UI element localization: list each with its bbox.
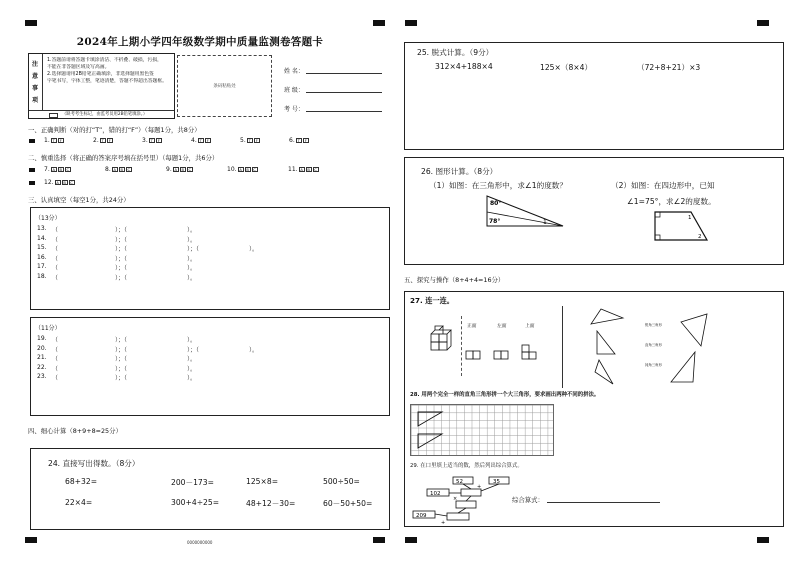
answer-blank[interactable]: ）；（	[115, 375, 128, 382]
q29-number: 35	[493, 479, 500, 485]
q28-title: 28. 用两个完全一样的直角三角形拼一个大三角形，要求画出两种不同的拼法。	[410, 392, 600, 398]
q27-cube-model	[427, 322, 453, 352]
timing-mark	[373, 537, 385, 543]
answer-option-bubble[interactable]: C	[127, 168, 130, 172]
notice-box	[28, 53, 175, 119]
calc-item: 22×4=	[65, 498, 93, 507]
q29-title: 29. 在口里填上适当的数，然后列出综合算式。	[410, 463, 523, 469]
view-front: 正面	[467, 324, 477, 329]
question-number: 11.	[288, 166, 298, 173]
answer-blank[interactable]: ）；（	[115, 255, 128, 263]
section1-title: 一、正确判断（对的打“T”，错的打“F”）（每题1分，共8分）	[28, 126, 201, 134]
calc-item: 68+32=	[65, 477, 98, 486]
name-input[interactable]	[306, 73, 382, 74]
view-shape-2	[491, 348, 513, 362]
answer-option-bubble[interactable]: B	[181, 168, 184, 172]
answer-option-bubble[interactable]: B	[246, 168, 249, 172]
question-number: 5.	[240, 137, 246, 144]
exam-number-input[interactable]	[306, 111, 382, 112]
answer-blank[interactable]: ）；（	[187, 246, 200, 253]
q27-triangle-c	[591, 358, 621, 388]
answer-group	[288, 166, 319, 173]
q26-box	[404, 157, 784, 265]
answer-option-bubble[interactable]: F	[157, 139, 160, 143]
calc-item: 500÷50=	[323, 477, 360, 486]
q25-item-3: （72+8+21）×3	[637, 63, 701, 72]
answer-blank[interactable]: （	[52, 227, 59, 234]
answer-option-bubble[interactable]: T	[52, 139, 55, 143]
q25-box	[404, 42, 784, 150]
timing-mark	[405, 20, 417, 26]
q29-number: 52	[456, 479, 463, 485]
answer-group	[44, 179, 75, 186]
answer-blank[interactable]: ）；（	[115, 246, 128, 253]
q26-fig1-label: 78°	[489, 218, 501, 225]
answer-option-bubble[interactable]: B	[307, 168, 310, 172]
answer-blank[interactable]: ）。	[187, 365, 197, 373]
q26-part2-b: ∠1=75°，求∠2的度数。	[627, 197, 716, 206]
timing-mark	[373, 20, 385, 26]
answer-blank[interactable]: ）。	[187, 265, 197, 272]
answer-group	[44, 166, 71, 173]
question-number: 23.	[37, 373, 47, 380]
question-number: 7.	[44, 166, 50, 173]
answer-blank[interactable]: ）。	[187, 274, 197, 282]
answer-blank[interactable]: （	[52, 346, 59, 354]
q26-title: 26. 图形计算。（8分）	[421, 167, 498, 176]
answer-option-bubble[interactable]: A	[239, 168, 242, 172]
q29-formula-input[interactable]	[547, 502, 660, 503]
answer-group	[166, 166, 193, 173]
row-mark	[29, 168, 35, 172]
q25-title: 25. 脱式计算。（9分）	[417, 48, 494, 57]
answer-option-bubble[interactable]: F	[255, 139, 258, 143]
question-number: 19.	[37, 335, 47, 342]
answer-blank[interactable]: ）。	[187, 337, 197, 344]
section2-title: 二、慎重选择（将正确的答案序号填在括号里）（每题1分，共6分）	[28, 154, 219, 162]
answer-option-bubble[interactable]: T	[248, 139, 251, 143]
answer-blank[interactable]: （	[52, 337, 59, 344]
answer-option-bubble[interactable]: F	[206, 139, 209, 143]
answer-blank[interactable]: （	[52, 246, 59, 253]
fill-box-2: （11分） 19. （ ）；（ ）。 20. （ ）；（ ）；（ ）。 21. （ ）；（ ）。 22. （ ）；（ ）。 23. （ ）；（ ）。	[30, 317, 390, 416]
q26-part2-a: （2）如图：在四边形中，已知	[611, 181, 715, 190]
answer-option-bubble[interactable]: A	[56, 181, 59, 185]
question-number: 8.	[105, 166, 111, 173]
q24-title: 24. 直接写出得数。（8分）	[48, 459, 140, 468]
question-number: 12.	[44, 179, 54, 186]
answer-blank[interactable]: ）。	[187, 236, 197, 244]
question-number: 9.	[166, 166, 172, 173]
answer-blank[interactable]: ）；（	[115, 274, 128, 282]
answer-blank[interactable]: （	[52, 255, 59, 263]
answer-option-bubble[interactable]: F	[108, 139, 111, 143]
answer-blank[interactable]: ）。	[187, 356, 197, 363]
q29-flow-diagram	[411, 475, 521, 525]
question-number: 4.	[191, 137, 197, 144]
answer-option-bubble[interactable]: T	[199, 139, 202, 143]
answer-blank[interactable]: ）；（	[115, 365, 128, 373]
type-obtuse: 钝角三角形	[645, 363, 662, 367]
question-number: 15.	[37, 244, 47, 251]
answer-option-bubble[interactable]: C	[253, 168, 256, 172]
answer-group	[191, 137, 211, 144]
row-mark	[29, 139, 35, 143]
calc-item: 48+12－30=	[246, 499, 296, 508]
q27-title: 27. 连一连。	[410, 296, 454, 305]
question-number: 6.	[289, 137, 295, 144]
answer-option-bubble[interactable]: A	[113, 168, 116, 172]
barcode-area: 条码粘贴处	[177, 55, 272, 117]
answer-option-bubble[interactable]: C	[66, 168, 69, 172]
view-left: 左面	[497, 324, 507, 329]
answer-group	[44, 137, 64, 144]
q26-triangle-figure	[479, 192, 569, 232]
q26-fig2-label: 2	[698, 234, 702, 240]
answer-blank[interactable]: ）；（	[115, 337, 128, 344]
notice-text: 1.答题前请将答题卡填涂清洁、不折叠、破损，污损， 不能在非答题区域及写高画。 2.选择题请用2B铅笔正确填涂，非选择题用黑色签 字笔书写，字体工整，笔迹清楚，答题不得超出答题框。	[47, 58, 167, 84]
question-number: 18.	[37, 272, 47, 280]
answer-blank[interactable]: ）；（	[115, 236, 128, 244]
answer-option-bubble[interactable]: B	[59, 168, 62, 172]
answer-option-bubble[interactable]: F	[304, 139, 307, 143]
answer-blank[interactable]: ）；（	[115, 265, 128, 272]
answer-option-bubble[interactable]: A	[174, 168, 177, 172]
question-number: 2.	[93, 137, 99, 144]
exam-number-label: 考 号：	[284, 106, 304, 113]
view-shape-1	[463, 348, 485, 362]
section4-title: 四、细心计算（8+9+8=25分）	[28, 427, 122, 435]
timing-mark	[757, 537, 769, 543]
timing-mark	[25, 20, 37, 26]
q26-part1: （1）如图：在三角形中，求∠1的度数？	[429, 181, 567, 190]
q27-29-box	[404, 291, 784, 527]
q26-quadrilateral-figure	[651, 210, 711, 244]
answer-option-bubble[interactable]: C	[70, 181, 73, 185]
answer-group	[142, 137, 162, 144]
timing-mark	[25, 537, 37, 543]
q29-number: 209	[416, 513, 427, 519]
question-number: 16.	[37, 253, 47, 261]
question-number: 20.	[37, 344, 47, 352]
answer-option-bubble[interactable]: B	[120, 168, 123, 172]
notice-title: 注 意 事 项	[29, 54, 43, 110]
answer-blank[interactable]: （	[52, 365, 59, 373]
answer-option-bubble[interactable]: F	[59, 139, 62, 143]
answer-blank[interactable]: ）；（	[115, 356, 128, 363]
answer-group	[105, 166, 132, 173]
question-number: 22.	[37, 363, 47, 371]
answer-blank[interactable]: （	[52, 356, 59, 363]
question-number: 10.	[227, 166, 237, 173]
calc-item: 300+4÷25=	[171, 498, 220, 507]
question-number: 14.	[37, 234, 47, 242]
type-right: 直角三角形	[645, 343, 662, 347]
view-top: 上面	[525, 324, 535, 329]
absence-note: （缺考考生标记，由监考员用2B铅笔填涂。）	[62, 112, 148, 117]
answer-blank[interactable]: ）；（	[187, 346, 200, 354]
q28-sample-triangles	[410, 404, 450, 456]
q24-box	[30, 448, 390, 530]
q27-triangle-d	[675, 310, 715, 350]
answer-blank[interactable]: ）。	[187, 375, 197, 382]
answer-blank[interactable]: ）；（	[115, 346, 128, 354]
answer-option-bubble[interactable]: B	[63, 181, 66, 185]
answer-group	[227, 166, 258, 173]
q29-formula-label: 综合算式：	[512, 496, 544, 504]
answer-blank[interactable]: （	[52, 375, 59, 382]
timing-mark	[757, 20, 769, 26]
q29-op: +	[477, 484, 482, 490]
answer-blank[interactable]: （	[52, 274, 59, 282]
answer-option-bubble[interactable]: C	[188, 168, 191, 172]
fill-box-1: （13分） 13. （ ）；（ ）。 14. （ ）；（ ）。 15. （ ）；（ ）；（ ）。 16. （ ）；（ ）。 17. （ ）；（ ）。 18. （ ）；（ ）。	[30, 207, 390, 310]
q26-fig1-label: 1	[543, 219, 547, 226]
answer-blank[interactable]: （	[52, 265, 59, 272]
question-number: 1.	[44, 137, 50, 144]
answer-option-bubble[interactable]: A	[52, 168, 55, 172]
answer-blank[interactable]: ）；（	[115, 227, 128, 234]
question-number: 13.	[37, 225, 47, 232]
row-mark	[29, 181, 35, 185]
type-acute: 锐角三角形	[645, 323, 662, 327]
answer-group	[240, 137, 260, 144]
q29-op: +	[441, 520, 446, 525]
answer-option-bubble[interactable]: C	[314, 168, 317, 172]
answer-option-bubble[interactable]: T	[101, 139, 104, 143]
page-title: 2024年上期小学四年级数学期中质量监测卷答题卡	[76, 36, 324, 48]
class-input[interactable]	[306, 92, 382, 93]
q25-item-2: 125×（8×4）	[540, 63, 593, 72]
question-number: 17.	[37, 263, 47, 270]
calc-item: 200－173=	[171, 478, 214, 487]
view-shape-3	[519, 342, 541, 364]
answer-blank[interactable]: ）。	[249, 346, 259, 354]
absence-checkbox[interactable]	[49, 113, 58, 118]
class-label: 班 级：	[284, 87, 304, 94]
q27-triangle-e	[667, 348, 707, 386]
section5-title: 五、探究与操作（8+4+4=16分）	[404, 276, 505, 284]
answer-group	[93, 137, 113, 144]
answer-option-bubble[interactable]: T	[150, 139, 153, 143]
question-number: 21.	[37, 354, 47, 361]
answer-option-bubble[interactable]: T	[297, 139, 300, 143]
answer-group	[289, 137, 309, 144]
timing-mark	[405, 537, 417, 543]
question-number: 3.	[142, 137, 148, 144]
q26-fig1-label: 80°	[490, 200, 502, 207]
q29-number: 102	[430, 491, 441, 497]
answer-blank[interactable]: ）。	[249, 246, 259, 253]
calc-item: 60－50+50=	[323, 499, 373, 508]
q25-item-1: 312×4+188×4	[435, 62, 493, 71]
q29-op: ×	[453, 496, 458, 502]
answer-blank[interactable]: ）。	[187, 255, 197, 263]
serial-number: 0000000000	[187, 540, 213, 545]
calc-item: 125×8=	[246, 477, 279, 486]
answer-option-bubble[interactable]: A	[300, 168, 303, 172]
name-label: 姓 名：	[284, 68, 304, 75]
section3-title: 三、认真填空（每空1分，共24分）	[28, 196, 130, 204]
q26-fig2-label: 1	[688, 215, 692, 221]
answer-blank[interactable]: （	[52, 236, 59, 244]
q27-triangle-a	[587, 306, 627, 328]
answer-blank[interactable]: ）。	[187, 227, 197, 234]
q27-triangle-b	[591, 328, 621, 358]
